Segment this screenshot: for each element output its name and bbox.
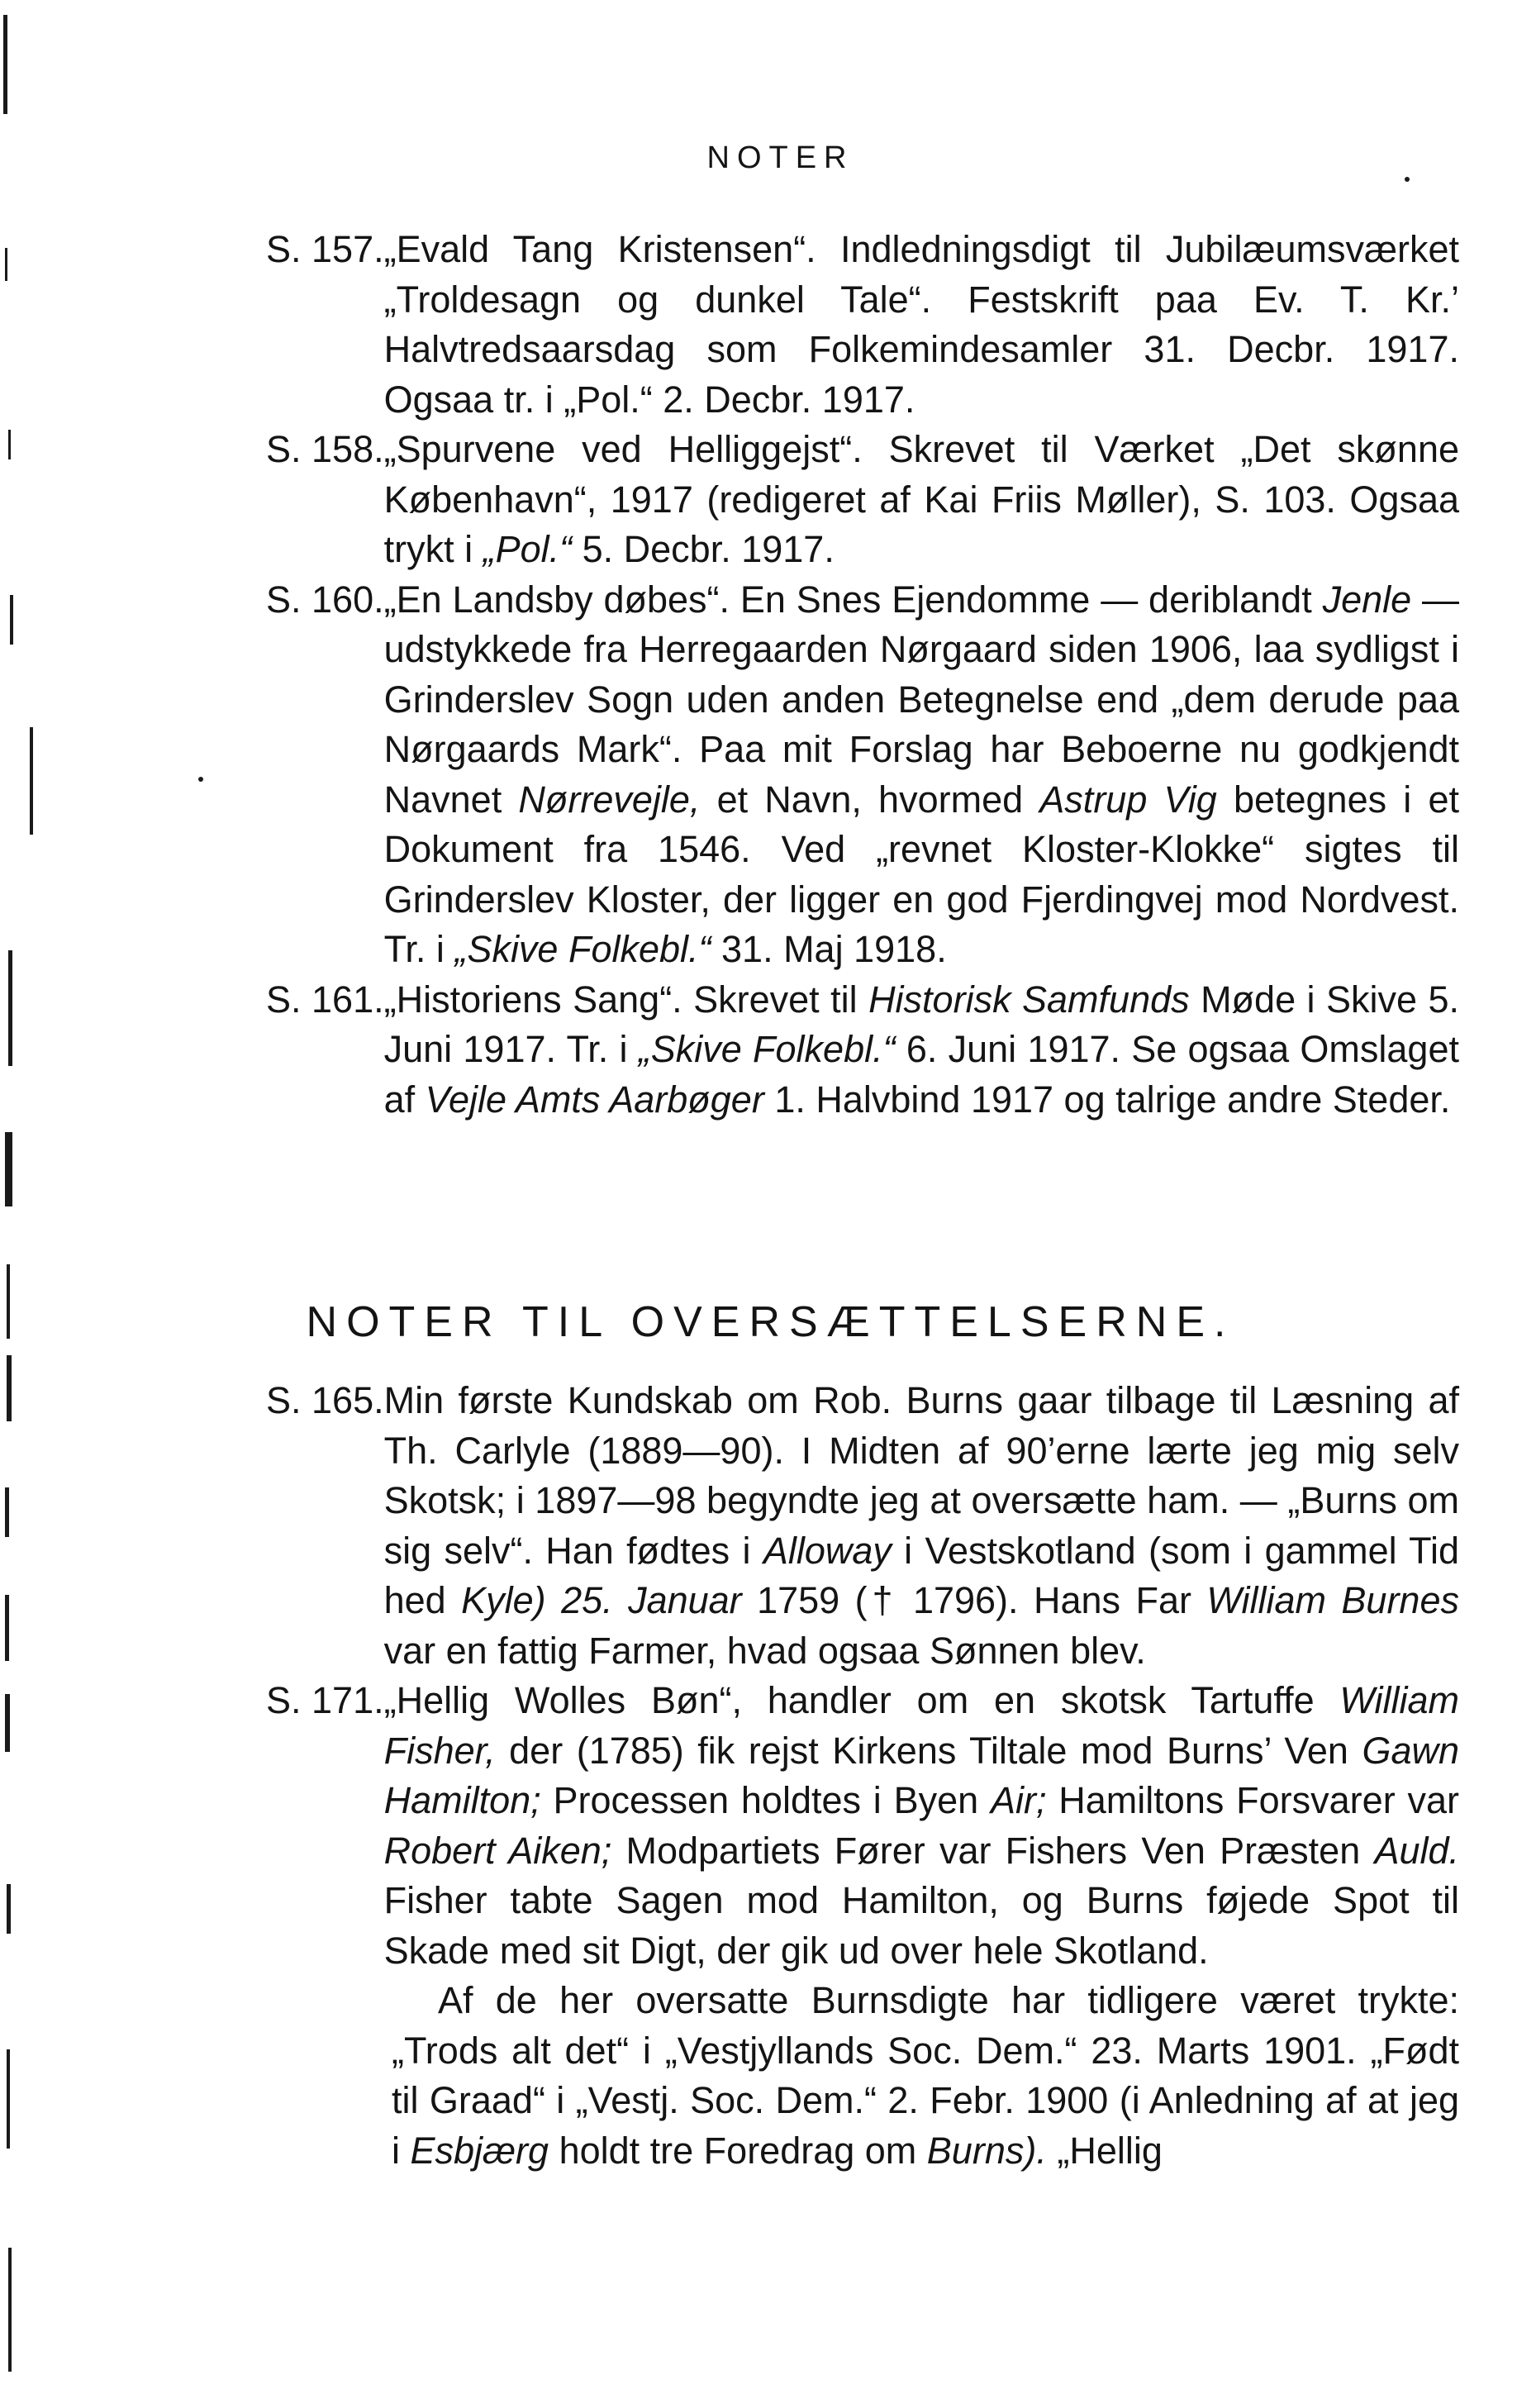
notes-list: [266, 225, 1459, 1125]
text-run: et Navn, hvormed: [700, 778, 1040, 821]
text-run: var en fattig Farmer, hvad ogsaa Sønnen blev.: [383, 1629, 1146, 1672]
text-run: Af de her oversatte Burnsdigte har tidligere været trykte: „Trods alt det“ i „Vestjyllands Soc. Dem.“ 23. Marts 1901. „Født til Graad“ i „Vestj. Soc. Dem.“ 2. Febr. 1900 (i Anledning af at jeg i: [392, 1979, 1459, 2172]
text-run: Hamiltons Forsvarer var: [1046, 1779, 1459, 1821]
text-run: Min første Kundskab om Rob. Burns gaar tilbage til Læsning af Th. Carlyle (1889—90). I Midten af 90’erne lærte jeg mig selv Skotsk; i 1897—98 begyndte jeg at oversætte ham. — „Burns om sig selv“. Han fødtes i: [383, 1379, 1459, 1572]
text-run: Modpartiets Fører var Fishers Ven Præsten: [611, 1829, 1375, 1872]
scan-artifact: [7, 1264, 10, 1339]
scan-artifact: [8, 430, 11, 459]
italic-run: Burns).: [926, 2129, 1047, 2172]
note-ref: S. 171.: [266, 1679, 384, 1721]
text-run: 31. Maj 1918.: [711, 928, 947, 970]
note-body: „Evald Tang Kristensen“. Indledningsdigt til Jubilæumsværket „Troldesagn og dunkel Tale“. Festskrift paa Ev. T. Kr.’ Halvtredsaarsdag som Folkemindesamler 31. Decbr. 1917. Ogsaa tr. i „Pol.“ 2. Decbr. 1917.: [383, 228, 1459, 421]
note-body: [384, 1676, 1459, 1976]
italic-run: Robert Aiken;: [383, 1829, 612, 1872]
scan-artifact: [10, 595, 13, 645]
scan-artifact: [1405, 177, 1410, 182]
italic-run: „Pol.“: [483, 528, 573, 570]
scan-artifact: [5, 1132, 12, 1206]
italic-run: Vejle Amts Aarbøger: [425, 1078, 764, 1121]
text-run: „Hellig Wolles Bøn“, handler om en skotsk Tartuffe: [383, 1679, 1340, 1721]
scan-artifact: [8, 950, 12, 1066]
text-run: „En Landsby døbes“. En Snes Ejendomme — deriblandt: [383, 578, 1323, 621]
note-ref: S. 160.: [266, 578, 384, 621]
text-run: holdt tre Foredrag om: [549, 2129, 927, 2172]
note-s160: [266, 575, 1459, 975]
italic-run: Nørrevejle,: [518, 778, 701, 821]
text-run: „Spurvene ved Helliggejst“. Skrevet til Værket „Det skønne København“, 1917 (redigeret af Kai Friis Møller), S. 103. Ogsaa trykt i: [383, 428, 1459, 570]
note-body: [384, 1376, 1459, 1676]
text-run: Møde i Skive 5. Juni 1917. Tr. i: [383, 978, 1459, 1070]
note-s158: [266, 425, 1459, 575]
scan-artifact: [30, 727, 33, 835]
italic-run: „Skive Folkebl.“: [638, 1028, 896, 1070]
italic-run: Esbjærg: [410, 2129, 549, 2172]
italic-run: Astrup Vig: [1039, 778, 1217, 821]
note-ref: S. 158.: [266, 428, 384, 470]
text-run: — udstykkede fra Herregaarden Nørgaard siden 1906, laa sydligst i Grinderslev Sogn uden anden Betegnelse end „dem derude paa Nørgaards Mark“. Paa mit Forslag har Beboerne nu godkjendt Navnet: [383, 578, 1459, 821]
italic-run: Alloway: [763, 1529, 892, 1572]
scan-artifact: [7, 1355, 12, 1421]
italic-run: Air;: [990, 1779, 1047, 1821]
note-s165: [266, 1376, 1459, 1676]
scan-artifact: [5, 1595, 9, 1661]
text-run: 6. Juni 1917. Se ogsaa Omslaget af: [383, 1028, 1459, 1121]
scan-artifact: [5, 1694, 10, 1752]
italic-run: Jenle: [1322, 578, 1412, 621]
scan-artifact: [5, 1487, 9, 1537]
italic-run: William Burnes: [1206, 1579, 1459, 1621]
scan-artifact: [198, 777, 203, 782]
running-head: NOTER: [706, 140, 854, 175]
text-run: „Historiens Sang“. Skrevet til: [383, 978, 869, 1021]
text-run: 1. Halvbind 1917 og talrige andre Steder.: [763, 1078, 1451, 1121]
italic-run: Kyle) 25. Januar: [461, 1579, 742, 1621]
scan-artifact: [5, 248, 7, 281]
closing-paragraph: [266, 1976, 1459, 2176]
text-run: Processen holdtes i Byen: [540, 1779, 991, 1821]
note-s161: [266, 975, 1459, 1125]
italic-run: William Fisher,: [383, 1679, 1459, 1772]
note-ref: S. 165.: [266, 1379, 384, 1421]
text-run: Fisher tabte Sagen mod Hamilton, og Burns føjede Spot til Skade med sit Digt, der gik ud over hele Skotland.: [383, 1879, 1459, 1972]
note-body: [384, 975, 1459, 1125]
scan-artifact: [3, 15, 7, 114]
note-s157: [266, 225, 1459, 425]
text-run: „Hellig: [1046, 2129, 1163, 2172]
note-ref: S. 157.: [266, 228, 384, 270]
note-ref: S. 161.: [266, 978, 384, 1021]
section-heading: NOTER TIL OVERSÆTTELSERNE.: [306, 1298, 1235, 1346]
italic-run: Auld.: [1374, 1829, 1460, 1872]
note-body: [384, 425, 1459, 575]
italic-run: Gawn Hamilton;: [383, 1729, 1459, 1821]
text-run: betegnes i et Dokument fra 1546. Ved „revnet Kloster-Klokke“ sigtes til Grinderslev Kloster, der ligger en god Fjerdingvej mod Nordvest. Tr. i: [383, 778, 1459, 970]
text-run: der (1785) fik rejst Kirkens Tiltale mod Burns’ Ven: [495, 1729, 1362, 1772]
italic-run: „Skive Folkebl.“: [454, 928, 711, 970]
text-run: i Vestskotland (som i gammel Tid hed: [383, 1529, 1459, 1621]
scan-artifact: [7, 1884, 11, 1934]
note-s171: [266, 1676, 1459, 1976]
text-run: 5. Decbr. 1917.: [572, 528, 835, 570]
scan-artifact: [8, 2248, 12, 2372]
translation-notes-list: [266, 1376, 1459, 2176]
text-run: 1759 († 1796). Hans Far: [741, 1579, 1207, 1621]
scan-artifact: [7, 2049, 10, 2149]
note-body: [384, 575, 1459, 975]
italic-run: Historisk Samfunds: [868, 978, 1190, 1021]
